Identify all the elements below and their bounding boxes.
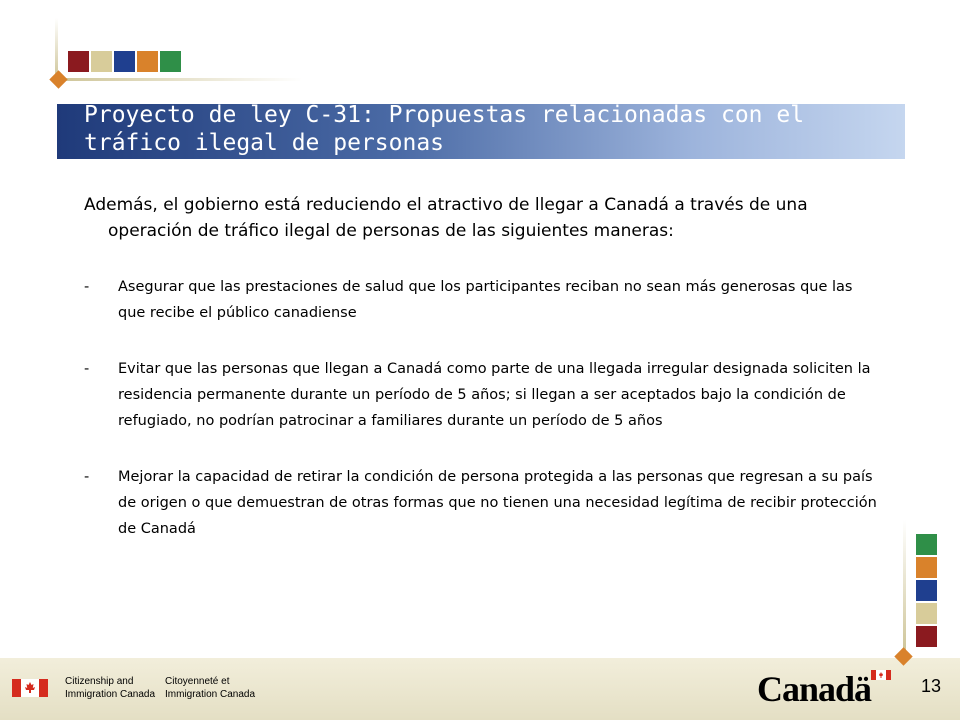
department-signature xyxy=(65,675,255,701)
color-square-beige xyxy=(91,51,112,72)
color-squares-right xyxy=(916,534,937,647)
color-squares-top xyxy=(68,51,181,72)
color-square-green xyxy=(916,534,937,555)
bullet-marker: - xyxy=(84,361,90,377)
color-square-blue xyxy=(916,580,937,601)
color-square-beige xyxy=(916,603,937,624)
dept-fr-line2: Immigration Canada xyxy=(165,689,256,700)
intro-paragraph: Además, el gobierno está reduciendo el atractivo de llegar a Canadá a través de una operación de tráfico ilegal de personas de las siguientes maneras: xyxy=(84,195,808,241)
color-square-orange xyxy=(137,51,158,72)
bullet-text: Asegurar que las prestaciones de salud que los participantes reciban no sean más generosas que las que recibe el público canadiense xyxy=(118,279,853,321)
color-square-maroon xyxy=(916,626,937,647)
bullet-marker: - xyxy=(84,469,90,485)
canada-wordmark: Canadä xyxy=(757,669,872,709)
color-square-maroon xyxy=(68,51,89,72)
canada-flag-icon xyxy=(12,679,48,697)
color-square-green xyxy=(160,51,181,72)
dept-en-line2: Immigration Canada xyxy=(65,689,156,700)
bullet-text: Evitar que las personas que llegan a Canadá como parte de una llegada irregular designada soliciten la residencia permanente durante un período de 5 años; si llegan a ser aceptados bajo la condición de refugiado, no podrían patrocinar a familiares durante un período de 5 años xyxy=(118,361,871,429)
bullet-marker: - xyxy=(84,279,90,295)
bullet-item xyxy=(84,274,884,326)
page-number: 13 xyxy=(921,676,942,696)
bullet-item xyxy=(84,356,884,434)
diamond-icon xyxy=(49,70,67,88)
bullet-text: Mejorar la capacidad de retirar la condición de persona protegida a las personas que regresan a su país de origen o que demuestran de otras formas que no tienen una necesidad legítima de recibir protección de Canadá xyxy=(118,469,877,537)
canada-wordmark-flag-icon xyxy=(871,670,891,680)
color-square-blue xyxy=(114,51,135,72)
slide-title: Proyecto de ley C-31: Propuestas relacionadas con el tráfico ilegal de personas xyxy=(84,102,805,156)
footer-inner xyxy=(0,658,905,720)
bullet-item xyxy=(84,464,884,542)
top-left-vertical-rule xyxy=(55,18,58,78)
dept-en-line1: Citizenship and xyxy=(65,676,134,687)
slide-content xyxy=(84,192,884,542)
right-vertical-rule xyxy=(903,520,906,650)
dept-fr-line1: Citoyenneté et xyxy=(165,676,230,687)
color-square-orange xyxy=(916,557,937,578)
top-horizontal-rule xyxy=(62,78,302,81)
footer-band xyxy=(0,658,960,720)
